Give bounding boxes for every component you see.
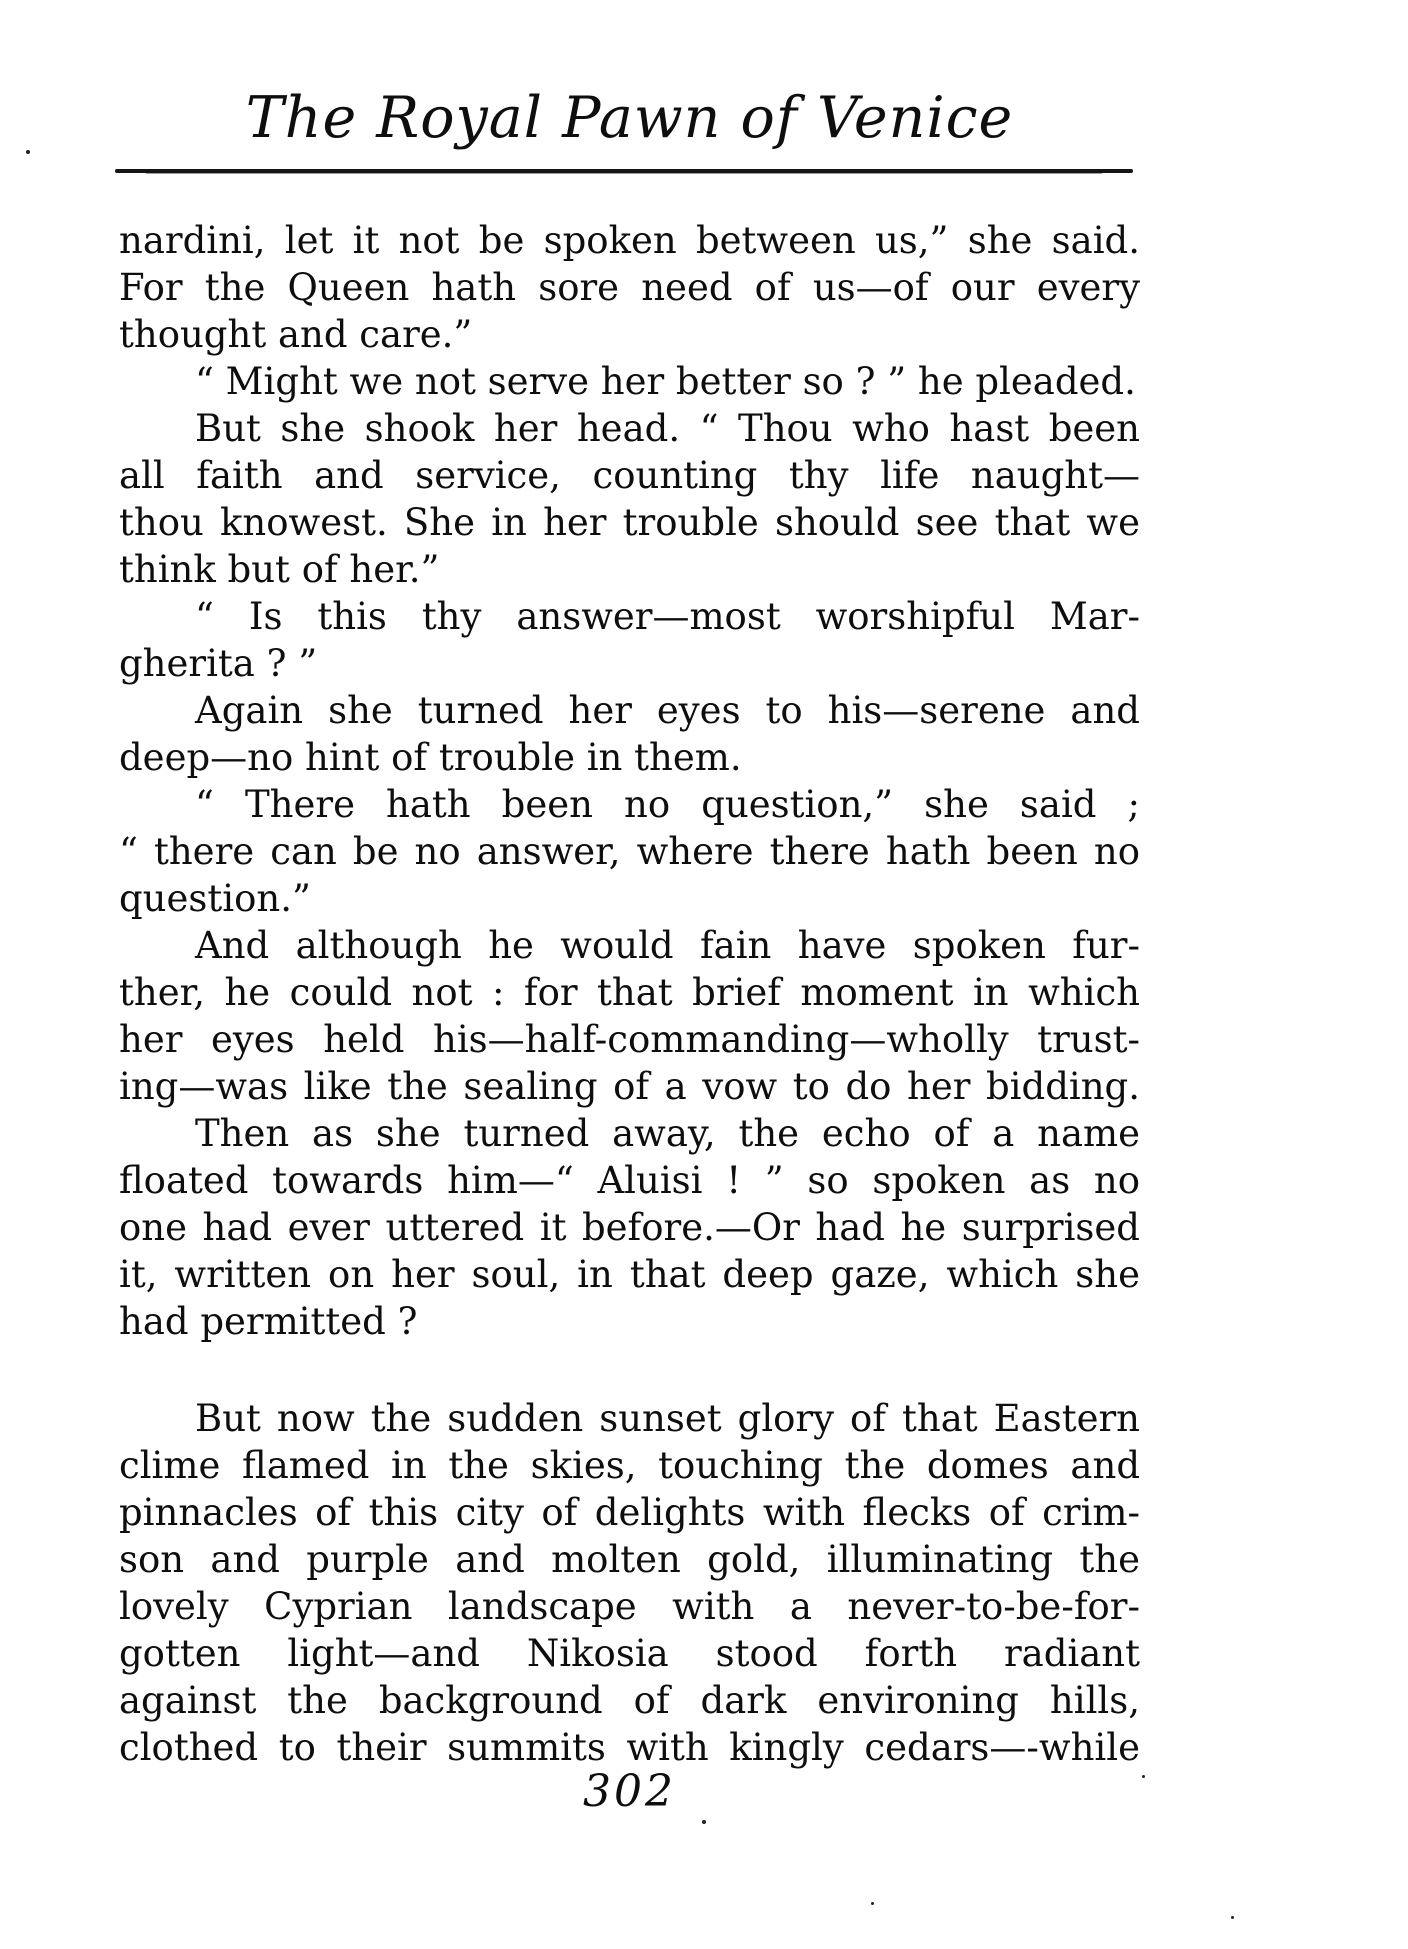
text-line: clime flamed in the skies, touching the domes and bbox=[119, 1444, 1140, 1487]
text-line: pinnacles of this city of delights with flecks of crim- bbox=[119, 1491, 1140, 1534]
text-line: floated towards him—“ Aluisi ! ” so spoken as no bbox=[119, 1159, 1140, 1202]
text-line: think but of her.” bbox=[119, 548, 440, 591]
text-line: her eyes held his—half-commanding—wholly trust- bbox=[119, 1018, 1140, 1061]
scan-speck bbox=[702, 1820, 706, 1824]
scan-speck bbox=[1142, 1775, 1145, 1778]
text-line: Again she turned her eyes to his—serene and bbox=[195, 689, 1140, 732]
text-line: it, written on her soul, in that deep gaze, which she bbox=[119, 1253, 1140, 1296]
text-line: one had ever uttered it before.—Or had he surprised bbox=[119, 1206, 1140, 1249]
text-line: nardini, let it not be spoken between us,” she said. bbox=[119, 219, 1140, 262]
scan-speck bbox=[871, 1902, 874, 1905]
text-line: And although he would fain have spoken fur- bbox=[195, 924, 1140, 967]
text-line: “ there can be no answer, where there hath been no bbox=[119, 830, 1140, 873]
text-line: against the background of dark environing hills, bbox=[119, 1679, 1140, 1722]
text-line: all faith and service, counting thy life naught— bbox=[119, 454, 1140, 497]
text-line: ther, he could not : for that brief moment in which bbox=[119, 971, 1140, 1014]
text-line: “ There hath been no question,” she said ; bbox=[195, 783, 1140, 826]
text-line: gotten light—and Nikosia stood forth radiant bbox=[119, 1632, 1140, 1675]
text-line: gherita ? ” bbox=[119, 642, 318, 685]
text-line: question.” bbox=[119, 877, 311, 920]
text-line: But she shook her head. “ Thou who hast been bbox=[195, 407, 1140, 450]
text-line: But now the sudden sunset glory of that Eastern bbox=[195, 1397, 1140, 1440]
scan-speck bbox=[1231, 1916, 1234, 1919]
text-line: deep—no hint of trouble in them. bbox=[119, 736, 742, 779]
text-line: son and purple and molten gold, illuminating the bbox=[119, 1538, 1140, 1581]
header-rule bbox=[115, 169, 1133, 173]
text-line: lovely Cyprian landscape with a never-to-be-for- bbox=[119, 1585, 1140, 1628]
text-line: thou knowest. She in her trouble should see that we bbox=[119, 501, 1140, 544]
text-line: clothed to their summits with kingly cedars—-while bbox=[119, 1726, 1140, 1769]
text-line: had permitted ? bbox=[119, 1300, 418, 1343]
text-line: ing—was like the sealing of a vow to do her bidding. bbox=[119, 1065, 1140, 1108]
text-line: “ Might we not serve her better so ? ” he pleaded. bbox=[195, 360, 1136, 403]
body-text bbox=[119, 217, 1140, 1771]
text-line: For the Queen hath sore need of us—of our every bbox=[119, 266, 1140, 309]
scan-speck bbox=[26, 150, 30, 154]
running-head-title: The Royal Pawn of Venice bbox=[245, 85, 1014, 151]
text-line: Then as she turned away, the echo of a name bbox=[195, 1112, 1140, 1155]
text-line: “ Is this thy answer—most worshipful Mar- bbox=[195, 595, 1140, 638]
text-line: thought and care.” bbox=[119, 313, 473, 356]
page-number: 302 bbox=[583, 1766, 676, 1817]
